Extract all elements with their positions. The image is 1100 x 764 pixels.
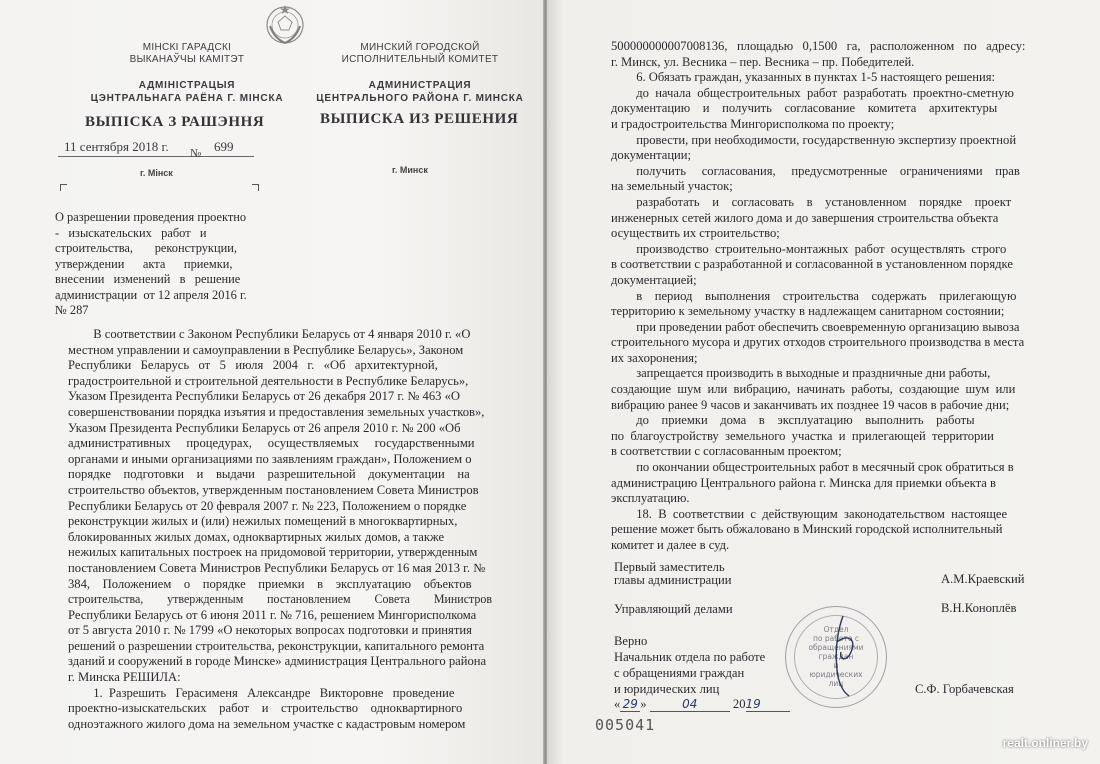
sig1-name: А.М.Краевский [941, 572, 1025, 586]
text-line: административных процедурах, осуществляемых государственными [68, 436, 475, 451]
left-page [0, 0, 544, 764]
text-line: провести, при необходимости, государственную экспертизу проектной [611, 132, 1017, 147]
text-line: осуществить их строительство; [611, 226, 780, 241]
admin-by-line-1: АДМІНІСТРАЦЫЯ [138, 80, 236, 91]
number-sign: № [190, 146, 202, 160]
title-ru: ВЫПИСКА ИЗ РЕШЕНИЯ [320, 111, 519, 127]
text-line: строительства, утвержденным постановлением Совета Министров [68, 592, 492, 607]
sig1-role-line-1: Первый заместитель [614, 560, 725, 574]
subject-line: внесении изменений в решение [55, 272, 241, 286]
text-line: по окончании общестроительных работ в месячный срок обратиться в [611, 460, 1014, 475]
header-by-line-2: ВЫКАНАЎЧЫ КАМІТЭТ [129, 54, 245, 65]
text-line: инженерных сетей жилого дома и до завершения строительства объекта [611, 210, 999, 225]
text-line: г. Минска РЕШИЛА: [68, 670, 181, 685]
subject-line: О разрешении проведения проектно [55, 210, 247, 224]
header-ru-line-2: ИСПОЛНИТЕЛЬНЫЙ КОМИТЕТ [341, 54, 499, 65]
admin-ru-line-1: АДМИНИСТРАЦИЯ [368, 80, 472, 91]
text-line: документацию и получить согласование комитета архитектуры [611, 101, 998, 116]
text-line: 500000000007008136, площадью 0,1500 га, расположенном по адресу: [611, 39, 1026, 53]
text-line: их захоронения; [611, 350, 698, 365]
cert-date [614, 697, 790, 712]
text-line: Республики Беларусь от 5 июля 2004 г. «Об архитектурной, [68, 358, 438, 373]
text-line: при проведении работ обеспечить своевременную организацию вывоза [611, 319, 1020, 334]
serial-number: 005041 [595, 716, 656, 734]
text-line: проектно-изыскательских работ и строительство одноквартирного [68, 701, 463, 716]
decision-body-continued [611, 39, 1063, 554]
cert-date-year: 19 [746, 697, 790, 712]
cert-name: С.Ф. Горбачевская [915, 682, 1014, 696]
text-line: порядке подготовки и выдачи разрешительной документации на [68, 467, 470, 482]
text-line: создающие шум или вибрацию, начинать работы, создающие шум или [611, 382, 1016, 397]
header-by-line-1: МІНСКІ ГАРАДСКІ [142, 42, 232, 53]
handwritten-signature [797, 612, 887, 702]
text-line: администрацию Центрального района г. Минска для приемки объекта в [611, 475, 996, 490]
stamp-line: граждан [818, 652, 854, 661]
sig2-name: В.Н.Коноплёв [941, 601, 1017, 615]
text-line: Указом Президента Республики Беларусь от 26 апреля 2010 г. № 200 «Об [68, 420, 461, 435]
text-line: на земельный участок; [611, 179, 733, 194]
text-line: Указом Президента Республики Беларусь от 26 декабря 2017 г. № 463 «О [68, 389, 460, 404]
text-line: от 5 августа 2010 г. № 1799 «О некоторых вопросах подготовки и принятия [68, 623, 472, 638]
text-line: территорию к земельному участку в надлежащем санитарном состоянии; [611, 304, 1005, 319]
admin-ru-line-2: ЦЕНТРАЛЬНОГО РАЙОНА Г. МИНСКА [316, 93, 524, 104]
date-underline [58, 156, 254, 157]
text-line: нежилых капитальных построек на придомовой территории, утвержденным [68, 545, 478, 560]
text-line: В соответствии с Законом Республики Беларусь от 4 января 2010 г. «О [68, 327, 471, 341]
decision-body [68, 327, 492, 732]
stamp-line: и [833, 661, 839, 670]
cert-role-line-2: с обращениями граждан [614, 666, 745, 680]
subject-line: строительства, реконструкции, [55, 241, 237, 255]
right-page [547, 0, 1100, 764]
text-line: получить согласования, предусмотренные ограничениями прав [611, 163, 1020, 178]
decision-date: 11 сентября 2018 г. [64, 139, 169, 154]
subject-line: утверждении акта приемки, [55, 256, 233, 271]
text-line: документацией; [611, 272, 697, 287]
text-line: документации; [611, 148, 692, 163]
subject-line: - изыскательских работ и [55, 225, 207, 240]
text-line: в период выполнения строительства содержать прилегающую [611, 288, 1017, 303]
text-line: 384, Положением о порядке приемки в эксплуатацию объектов [68, 576, 472, 591]
text-line: органами и иными организациями по заявлениям граждан», Положением о [68, 451, 472, 466]
text-line: запрещается производить в выходные и праздничные дни работы, [611, 366, 991, 381]
decision-number: 699 [214, 139, 234, 154]
text-line: 6. Обязать граждан, указанных в пунктах 1-5 настоящего решения: [611, 70, 996, 85]
text-line: по благоустройству земельного участка и прилегающей территории [611, 428, 994, 443]
text-line: г. Минск, ул. Весника – пер. Весника – пр. Победителей. [611, 54, 915, 69]
text-line: 18. В соответствии с действующим законодательством настоящее [611, 506, 1008, 521]
cert-role-line-3: и юридических лиц [614, 682, 720, 696]
text-line: до приемки дома в эксплуатацию выполнить работы [611, 413, 975, 428]
header-ru-line-1: МИНСКИЙ ГОРОДСКОЙ [360, 42, 480, 53]
text-line: одноэтажного жилого дома на земельном участке с кадастровым номером [68, 716, 466, 731]
text-line: решение может быть обжаловано в Минский городской исполнительный [611, 522, 1003, 537]
text-line: постановлением Совета Министров Республики Беларусь от 16 мая 2013 г. № [68, 560, 486, 575]
cert-date-open: « [614, 697, 621, 711]
city-by: г. Мінск [140, 168, 173, 178]
cert-date-day: 29 [620, 697, 640, 712]
title-by: ВЫПІСКА З РАШЭННЯ [85, 114, 265, 130]
text-line: реконструкции жилых и (или) нежилых помещений в многоквартирных, [68, 514, 458, 529]
city-ru: г. Минск [392, 165, 428, 175]
text-line: совершенствовании порядка изъятия и предоставления земельных участков», [68, 404, 485, 419]
stamp-line: по работе с [813, 634, 859, 643]
text-line: эксплуатацию. [611, 491, 690, 506]
text-line: градостроительной и строительной деятельности в Республике Беларусь», [68, 373, 469, 388]
sig1-role-line-2: главы администрации [614, 573, 732, 587]
text-line: строительного мусора и других отходов строительного производства в места [611, 335, 1025, 350]
text-line: Республики Беларусь от 20 февраля 2007 г. № 223, Положением о порядке [68, 498, 467, 513]
text-line: строительство объектов, утвержденным постановлением Совета Министров [68, 482, 479, 497]
stamp-line: лиц [828, 679, 844, 688]
cert-role-line-1: Начальник отдела по работе [614, 650, 766, 664]
admin-by-line-2: ЦЭНТРАЛЬНАГА РАЁНА Г. МІНСКА [90, 93, 284, 104]
subject-line: № 287 [55, 303, 89, 317]
text-line: зданий и сооружений в городе Минске» администрация Центрального района [68, 654, 487, 669]
watermark: realt.onliner.by [1002, 736, 1088, 750]
decision-subject [55, 210, 265, 319]
sig2-role: Управляющий делами [614, 602, 733, 616]
bracket-left [60, 184, 67, 191]
text-line: в соответствии с согласованным проектом; [611, 444, 842, 459]
text-line: разработать и согласовать в установленном порядке проект [611, 194, 1012, 209]
text-line: производство строительно-монтажных работ осуществлять строго [611, 241, 1007, 256]
cert-date-month: 04 [650, 697, 730, 712]
text-line: и градостроительства Мингорисполкома по проекту; [611, 116, 895, 131]
stamp-line: обращениями [808, 643, 864, 652]
belarus-emblem-icon [262, 2, 308, 46]
text-line: вибрацию ранее 9 часов и заканчивать их позднее 19 часов в рабочие дни; [611, 397, 1010, 412]
text-line: до начала общестроительных работ разработать проектно-сметную [611, 85, 1014, 100]
cert-verno: Верно [614, 634, 648, 648]
cert-date-year-prefix: 20 [732, 697, 746, 711]
cert-date-close: » [640, 697, 647, 711]
text-line: комитет и далее в суд. [611, 538, 730, 552]
subject-line: администрации от 12 апреля 2016 г. [55, 287, 247, 302]
text-line: решений о разрешении строительства, реконструкции, капитального ремонта [68, 638, 485, 653]
text-line: в соответствии с разработанной и согласованной в установленном порядке [611, 257, 1013, 272]
stamp-line: юридических [809, 670, 863, 679]
text-line: местном управлении и самоуправлении в Республике Беларусь», Законом [68, 342, 464, 357]
bracket-right [252, 184, 259, 191]
text-line: Республики Беларусь от 6 июня 2011 г. № 716, решением Мингорисполкома [68, 607, 477, 622]
text-line: блокированных жилых домах, одноквартирных жилых домов, а также [68, 529, 445, 544]
stamp-line: Отдел [823, 625, 849, 634]
text-line: 1. Разрешить Герасименя Александре Викторовне проведение [68, 685, 455, 700]
